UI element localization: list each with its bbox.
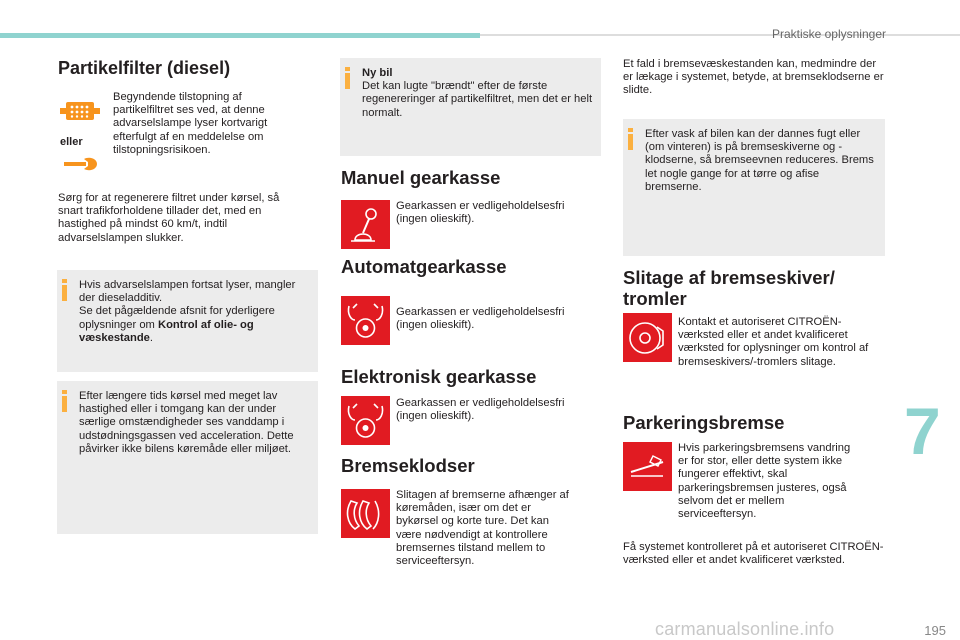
manuel-gearkasse-text: Gearkassen er vedligeholdelsesfri (ingen olieskift).: [396, 200, 565, 226]
info-box-vanddamp: [57, 381, 318, 534]
partikelfilter-warning-text: Begyndende tilstopning af partikelfiltret ses ved, at denne advarselslampe lyser kortvarigt efterfulgt af en meddelelse om tilstopningsrisikoen.: [113, 91, 268, 156]
parkeringsbremse-title: Parkeringsbremse: [623, 412, 785, 433]
wrench-warning-icon: [62, 157, 98, 171]
header-divider: [480, 34, 960, 36]
chapter-number: 7: [904, 394, 941, 468]
slitage-text: Kontakt et autoriseret CITROËN-værksted eller et andet kvalificeret værksted for oplysninger om kontrol af bremseskivers/-tromlers slitage.: [678, 316, 869, 368]
elektronisk-gearkasse-title: Elektronisk gearkasse: [341, 366, 537, 387]
info-box-text: Efter vask af bilen kan der dannes fugt eller (om vinteren) is på bremseskiverne og -klodserne, så bremseevnen reduceres. Brems let nogle gange for at tørre og afise bremserne.: [645, 128, 874, 193]
bremseklodser-title: Bremseklodser: [341, 455, 475, 476]
info-box-ny-bil: [340, 58, 601, 156]
header-accent-bar: [0, 33, 480, 38]
info-box-text: Efter længere tids kørsel med meget lav hastighed eller i tomgang kan der under særlige omstændigheder ses vanddamp i udstødningsgassen ved acceleration. Dette påvirker ikke bilens køremåde eller miljøet.: [79, 390, 294, 455]
brake-disc-icon: [623, 313, 672, 362]
gear-lever-icon: [341, 200, 390, 249]
bremseklodser-text: Slitagen af bremserne afhænger af køremåden, især om det er bykørsel og korte ture. Det kan være nødvendigt at kontrollere bremsernes tilstand mellem to serviceeftersyn.: [396, 489, 569, 568]
info-icon: [62, 279, 67, 301]
page-number: 195: [924, 623, 946, 638]
section-label: Praktiske oplysninger: [771, 27, 886, 41]
automatgearkasse-text: Gearkassen er vedligeholdelsesfri (ingen olieskift).: [396, 306, 565, 332]
manuel-gearkasse-title: Manuel gearkasse: [341, 167, 501, 188]
info-icon: [62, 390, 67, 412]
parkeringsbremse-text: Hvis parkeringsbremsens vandring er for stor, eller dette system ikke fungerer effektivt, skal parkeringsbremsen justeres, også selvom det er mellem serviceeftersyn.: [678, 442, 851, 521]
bremsevaeske-text: Et fald i bremsevæskestanden kan, medmindre der er lækage i systemet, betyde, at bremseklodserne er slidte.: [623, 58, 884, 97]
info-box-text: Hvis advarselslampen fortsat lyser, mangler der dieseladditiv. Se det pågældende afsnit for yderligere oplysninger om Kontrol af olie- og væskestande.: [79, 279, 296, 344]
particle-filter-warning-icon: [60, 98, 100, 124]
info-icon: [628, 128, 633, 150]
brake-pads-icon: [341, 489, 390, 538]
elektronisk-gearkasse-text: Gearkassen er vedligeholdelsesfri (ingen olieskift).: [396, 397, 565, 423]
parkeringsbremse-footer-text: Få systemet kontrolleret på et autoriseret CITROËN-værksted eller et andet kvalificeret værksted.: [623, 541, 884, 567]
automatic-gearbox-icon: [341, 296, 390, 345]
or-label: eller: [60, 136, 83, 148]
info-box-text: Ny bil Det kan lugte "brændt" efter de første regenereringer af partikelfiltret, men det er helt normalt.: [362, 67, 593, 119]
automatgearkasse-title: Automatgearkasse: [341, 256, 507, 277]
partikelfilter-body-text: Sørg for at regenerere filtret under kørsel, så snart trafikforholdene tillader det, med en hastighed på mindst 60 km/t, indtil advarselslampen slukker.: [58, 192, 280, 244]
electronic-gearbox-icon: [341, 396, 390, 445]
info-icon: [345, 67, 350, 89]
slitage-title: Slitage af bremseskiver/ tromler: [623, 267, 835, 309]
partikelfilter-title: Partikelfilter (diesel): [58, 58, 231, 78]
parking-brake-lever-icon: [623, 442, 672, 491]
info-box-vask: [623, 119, 885, 256]
watermark: carmanualsonline.info: [655, 619, 835, 639]
info-box-dieseladditiv: [57, 270, 318, 372]
